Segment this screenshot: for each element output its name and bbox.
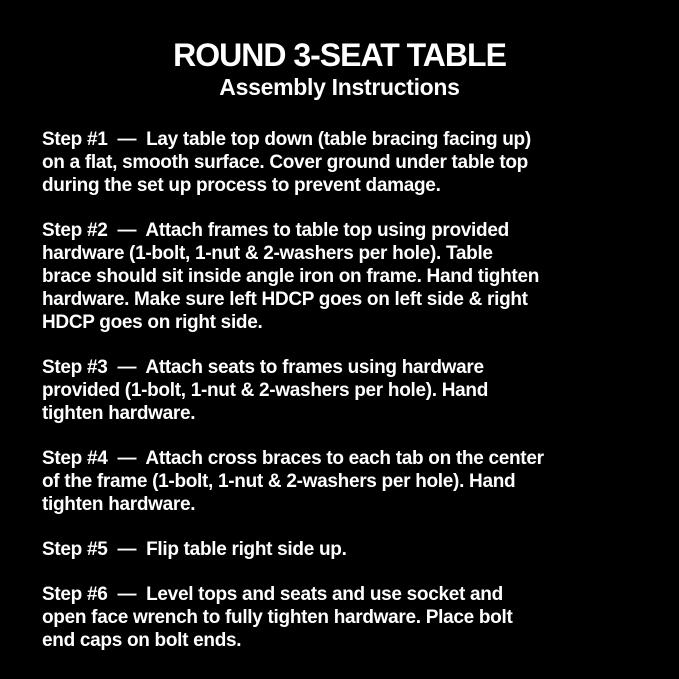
page-header [0,0,679,99]
step-4-line: of the frame (1-bolt, 1-nut & 2-washers per hole). Hand [42,471,516,492]
step-6 [42,583,651,652]
step-3-line: Step #3 — Attach seats to frames using hardware [42,357,484,378]
page-title: ROUND 3-SEAT TABLE [173,37,506,73]
step-6-line: open face wrench to fully tighten hardware. Place bolt [42,607,513,628]
step-4-line: Step #4 — Attach cross braces to each tab on the center [42,448,544,469]
step-4 [42,447,651,516]
step-5 [42,538,651,561]
step-5-line: Step #5 — Flip table right side up. [42,539,347,560]
page-subtitle: Assembly Instructions [219,74,460,100]
step-2-line: HDCP goes on right side. [42,312,263,333]
step-1-line: Step #1 — Lay table top down (table bracing facing up) [42,129,531,150]
step-3 [42,356,651,425]
step-3-line: provided (1-bolt, 1-nut & 2-washers per hole). Hand [42,380,489,401]
step-2-line: brace should sit inside angle iron on frame. Hand tighten [42,266,540,287]
step-1-line: on a flat, smooth surface. Cover ground under table top [42,152,528,173]
step-2-line: hardware (1-bolt, 1-nut & 2-washers per hole). Table [42,243,493,264]
step-4-line: tighten hardware. [42,494,196,515]
step-2 [42,219,651,334]
step-2-line: Step #2 — Attach frames to table top using provided [42,220,509,241]
step-2-line: hardware. Make sure left HDCP goes on left side & right [42,289,528,310]
step-6-line: end caps on bolt ends. [42,630,242,651]
step-6-line: Step #6 — Level tops and seats and use socket and [42,584,503,605]
step-3-line: tighten hardware. [42,403,196,424]
steps-list [42,128,651,652]
step-1-line: during the set up process to prevent damage. [42,175,441,196]
step-1 [42,128,651,197]
